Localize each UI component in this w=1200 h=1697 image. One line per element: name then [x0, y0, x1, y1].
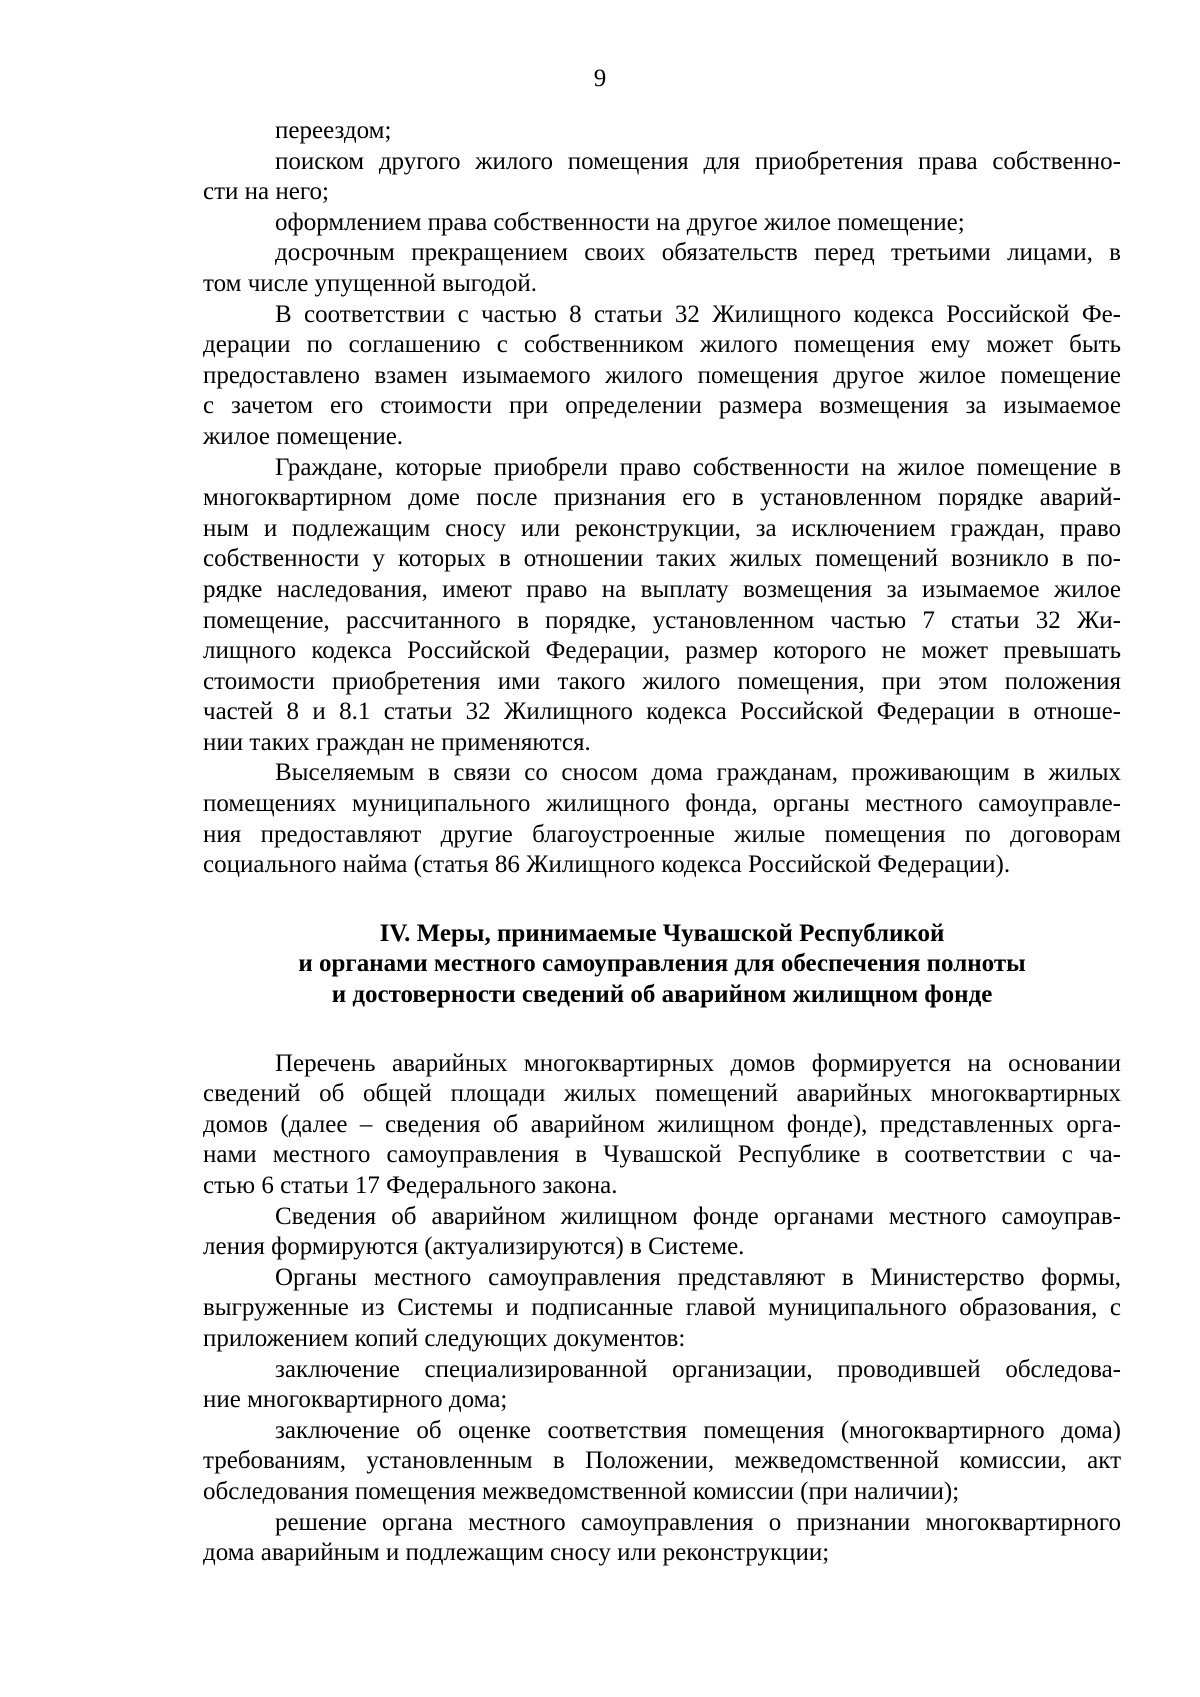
paragraph-line: домов (далее – сведения об аварийном жилищном фонде), представленных орга- — [203, 1110, 1121, 1138]
paragraph-line: помещениях муниципального жилищного фонда, органы местного самоуправле- — [203, 790, 1121, 818]
paragraph-line: предоставлено взамен изымаемого жилого помещения другое жилое помещение — [203, 361, 1121, 389]
paragraph-line: приложением копий следующих документов: — [203, 1324, 686, 1352]
paragraph-line: Выселяемым в связи со сносом дома гражданам, проживающим в жилых — [275, 759, 1121, 787]
paragraph-line: Сведения об аварийном жилищном фонде органами местного самоуправ- — [275, 1202, 1121, 1230]
paragraph — [203, 147, 1121, 208]
paragraph-line: выгруженные из Системы и подписанные главой муниципального образования, с — [203, 1294, 1121, 1322]
page-number: 9 — [593, 65, 607, 92]
paragraph — [203, 1049, 1121, 1202]
paragraph-line: переездом; — [275, 117, 392, 144]
paragraph-line: ления формируются (актуализируются) в Системе. — [203, 1233, 745, 1261]
paragraph-line: социального найма (статья 86 Жилищного кодекса Российской Федерации). — [203, 851, 1011, 879]
paragraph-line: поиском другого жилого помещения для приобретения права собственно- — [275, 147, 1121, 175]
paragraph-line: требованиям, установленным в Положении, межведомственной комиссии, акт — [203, 1447, 1121, 1475]
paragraph-line: оформлением права собственности на другое жилое помещение; — [275, 208, 965, 236]
paragraph — [203, 300, 1121, 453]
paragraph-line: решение органа местного самоуправления о признании многоквартирного — [275, 1508, 1121, 1536]
section-heading-iv — [203, 919, 1121, 1011]
section-text-upper — [203, 116, 1121, 881]
paragraph — [203, 116, 1121, 147]
paragraph-line: В соответствии с частью 8 статьи 32 Жилищного кодекса Российской Фе- — [275, 300, 1121, 328]
paragraph — [203, 758, 1121, 880]
paragraph-line: Граждане, которые приобрели право собственности на жилое помещение в — [275, 453, 1121, 481]
paragraph-line: жилое помещение. — [203, 422, 404, 450]
heading-line: и органами местного самоуправления для обеспечения полноты — [298, 950, 1026, 978]
paragraph — [203, 1263, 1121, 1355]
heading-line: и достоверности сведений об аварийном жилищном фонде — [331, 981, 993, 1009]
paragraph-line: с зачетом его стоимости при определении размера возмещения за изымаемое — [203, 392, 1121, 420]
paragraph — [203, 238, 1121, 299]
paragraph-line: досрочным прекращением своих обязательств перед третьими лицами, в — [275, 239, 1121, 267]
paragraph-line: нами местного самоуправления в Чувашской Республике в соответствии с ча- — [203, 1141, 1121, 1169]
paragraph-line: заключение специализированной организации, проводившей обследова- — [275, 1355, 1121, 1383]
section-text-lower — [203, 1049, 1121, 1569]
document-body — [203, 116, 1121, 1569]
paragraph-line: дома аварийным и подлежащим сносу или реконструкции; — [203, 1539, 830, 1567]
paragraph — [203, 453, 1121, 759]
paragraph-line: нии таких граждан не применяются. — [203, 728, 591, 756]
paragraph-line: сведений об общей площади жилых помещений аварийных многоквартирных — [203, 1080, 1121, 1108]
paragraph-line: стью 6 статьи 17 Федерального закона. — [203, 1172, 618, 1199]
paragraph-line: лищного кодекса Российской Федерации, размер которого не может превышать — [203, 637, 1121, 665]
paragraph-line: ным и подлежащим сносу или реконструкции, за исключением граждан, право — [203, 514, 1121, 542]
paragraph-line: стоимости приобретения ими такого жилого помещения, при этом положения — [203, 667, 1121, 695]
paragraph-line: Перечень аварийных многоквартирных домов формируется на основании — [275, 1049, 1121, 1077]
paragraph — [203, 1355, 1121, 1416]
paragraph-line: заключение об оценке соответствия помещения (многоквартирного дома) — [275, 1416, 1121, 1444]
paragraph-line: обследования помещения межведомственной комиссии (при наличии); — [203, 1477, 960, 1505]
paragraph-line: Органы местного самоуправления представляют в Министерство формы, — [275, 1263, 1121, 1291]
paragraph-line: многоквартирном доме после признания его в установленном порядке аварий- — [203, 484, 1121, 512]
paragraph — [203, 1508, 1121, 1569]
paragraph-line: ния предоставляют другие благоустроенные жилые помещения по договорам — [203, 820, 1121, 848]
paragraph-line: ние многоквартирного дома; — [203, 1386, 508, 1414]
paragraph — [203, 208, 1121, 239]
paragraph-line: том числе упущенной выгодой. — [203, 269, 538, 297]
heading-line: IV. Меры, принимаемые Чувашской Республикой — [379, 919, 945, 947]
paragraph-line: частей 8 и 8.1 статьи 32 Жилищного кодекса Российской Федерации в отноше- — [203, 698, 1121, 726]
paragraph-line: сти на него; — [203, 178, 329, 206]
paragraph-line: дерации по соглашению с собственником жилого помещения ему может быть — [203, 331, 1121, 359]
paragraph-line: рядке наследования, имеют право на выплату возмещения за изымаемое жилое — [203, 575, 1121, 603]
paragraph — [203, 1202, 1121, 1263]
paragraph — [203, 1416, 1121, 1508]
paragraph-line: помещение, рассчитанного в порядке, установленном частью 7 статьи 32 Жи- — [203, 606, 1121, 634]
paragraph-line: собственности у которых в отношении таких жилых помещений возникло в по- — [203, 545, 1121, 573]
